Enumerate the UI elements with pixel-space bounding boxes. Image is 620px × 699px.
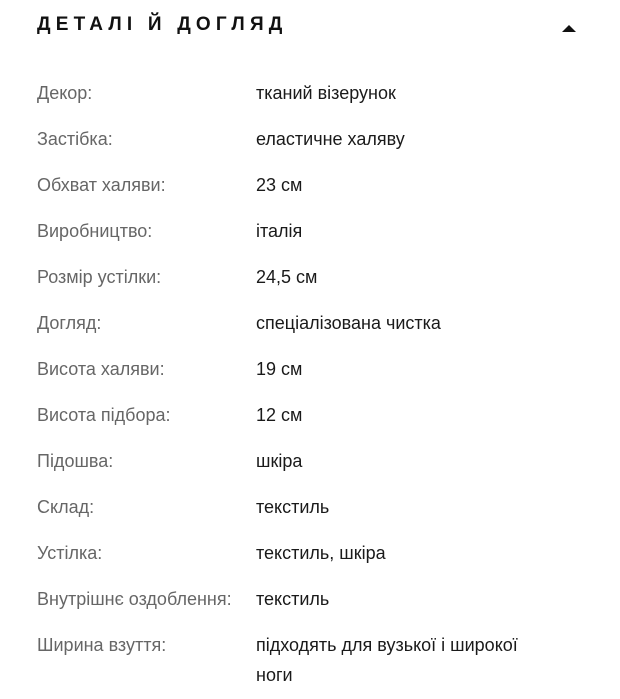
- spec-value: текстиль, шкіра: [256, 543, 386, 563]
- spec-row-fastening: [0, 124, 620, 154]
- spec-row-sole: [0, 446, 620, 476]
- spec-value: шкіра: [256, 451, 303, 471]
- spec-value: італія: [256, 221, 303, 241]
- spec-label: Обхват халяви:: [37, 175, 166, 195]
- spec-label: Виробництво:: [37, 221, 153, 241]
- spec-value: тканий візерунок: [256, 83, 396, 103]
- section-title: ДЕТАЛІ Й ДОГЛЯД: [37, 14, 288, 35]
- spec-row-lining: [0, 584, 620, 614]
- spec-label: Внутрішнє оздоблення:: [37, 589, 232, 609]
- spec-value: еластичне халяву: [256, 129, 405, 149]
- spec-label: Висота підбора:: [37, 405, 171, 425]
- spec-value: 23 см: [256, 175, 303, 195]
- spec-row-heel-height: [0, 400, 620, 430]
- spec-value: 12 см: [256, 405, 303, 425]
- spec-label: Догляд:: [37, 313, 102, 333]
- spec-value: 24,5 см: [256, 267, 318, 287]
- spec-value: спеціалізована чистка: [256, 313, 441, 333]
- spec-row-shoe-width: [0, 630, 620, 694]
- spec-label: Застібка:: [37, 129, 113, 149]
- spec-value: 19 см: [256, 359, 303, 379]
- spec-row-composition: [0, 492, 620, 522]
- spec-row-care: [0, 308, 620, 338]
- spec-label: Склад:: [37, 497, 95, 517]
- spec-value: підходять для вузької і широкої ноги: [256, 635, 518, 685]
- spec-row-insole-size: [0, 262, 620, 292]
- spec-row-decor: [0, 78, 620, 108]
- spec-label: Розмір устілки:: [37, 267, 162, 287]
- spec-row-shaft-height: [0, 354, 620, 384]
- spec-label: Підошва:: [37, 451, 114, 471]
- spec-row-made-in: [0, 216, 620, 246]
- spec-label: Висота халяви:: [37, 359, 165, 379]
- spec-value: текстиль: [256, 497, 330, 517]
- spec-row-shaft-circumference: [0, 170, 620, 200]
- spec-label: Декор:: [37, 83, 93, 103]
- spec-value: текстиль: [256, 589, 330, 609]
- spec-label: Ширина взуття:: [37, 635, 167, 655]
- spec-row-insole: [0, 538, 620, 568]
- spec-label: Устілка:: [37, 543, 103, 563]
